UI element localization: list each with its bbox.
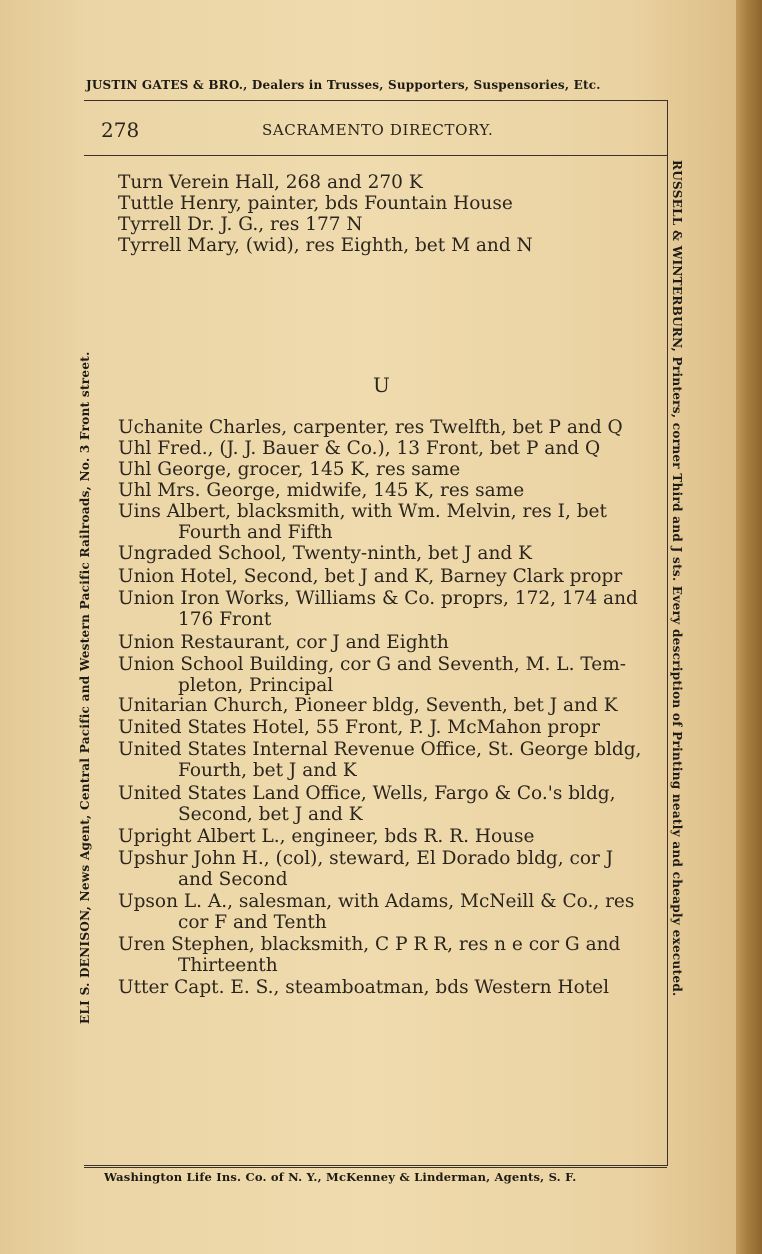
directory-entry: Ungraded School, Twenty-ninth, bet J and K: [118, 543, 532, 564]
directory-entry: Union Restaurant, cor J and Eighth: [118, 632, 449, 653]
section-letter: U: [373, 373, 390, 397]
directory-entry: Tyrrell Dr. J. G., res 177 N: [118, 214, 363, 235]
page-edge: [736, 0, 762, 1254]
frame-double-rule: [84, 1167, 667, 1168]
right-side-advertisement: RUSSELL & WINTERBURN, Printers, corner Third and J sts. Every description of Printing neatly and cheaply executed.: [670, 160, 684, 997]
directory-entry: Upson L. A., salesman, with Adams, McNeill & Co., res cor F and Tenth: [118, 891, 635, 933]
directory-entry: Turn Verein Hall, 268 and 270 K: [118, 172, 423, 193]
directory-entry: Uren Stephen, blacksmith, C P R R, res n e cor G and Thirteenth: [118, 934, 621, 976]
directory-entry: United States Land Office, Wells, Fargo & Co.'s bldg, Second, bet J and K: [118, 783, 616, 825]
bottom-advertisement: Washington Life Ins. Co. of N. Y., McKenney & Linderman, Agents, S. F.: [104, 1170, 577, 1184]
directory-entry: Tyrrell Mary, (wid), res Eighth, bet M and N: [118, 235, 533, 256]
left-side-advertisement: ELI S. DENISON, News Agent, Central Pacific and Western Pacific Railroads, No. 3 Front street.: [78, 351, 92, 1024]
directory-entry: Upright Albert L., engineer, bds R. R. House: [118, 826, 535, 847]
directory-entry: Upshur John H., (col), steward, El Dorado bldg, cor J and Second: [118, 848, 614, 890]
directory-entry: Union School Building, cor G and Seventh, M. L. Tem- pleton, Principal: [118, 654, 626, 696]
directory-entry: Uhl Mrs. George, midwife, 145 K, res same: [118, 480, 525, 501]
directory-entry: Uhl George, grocer, 145 K, res same: [118, 459, 461, 480]
page-number: 278: [101, 118, 140, 142]
directory-entry: Union Iron Works, Williams & Co. proprs, 172, 174 and 176 Front: [118, 588, 638, 630]
directory-entry: Utter Capt. E. S., steamboatman, bds Western Hotel: [118, 977, 610, 998]
header-rule: [84, 155, 667, 156]
directory-entry: Union Hotel, Second, bet J and K, Barney Clark propr: [118, 566, 623, 587]
directory-entry: Uhl Fred., (J. J. Bauer & Co.), 13 Front, bet P and Q: [118, 438, 601, 459]
running-head: SACRAMENTO DIRECTORY.: [262, 121, 494, 139]
directory-entry: Tuttle Henry, painter, bds Fountain House: [118, 193, 513, 214]
directory-entry: Unitarian Church, Pioneer bldg, Seventh, bet J and K: [118, 695, 618, 716]
top-advertisement: JUSTIN GATES & BRO., Dealers in Trusses, Supporters, Suspensories, Etc.: [86, 78, 601, 92]
directory-entry: United States Hotel, 55 Front, P. J. McMahon propr: [118, 717, 600, 738]
directory-entry: Uins Albert, blacksmith, with Wm. Melvin, res I, bet Fourth and Fifth: [118, 501, 607, 543]
directory-entry: United States Internal Revenue Office, St. George bldg, Fourth, bet J and K: [118, 739, 642, 781]
directory-entry: Uchanite Charles, carpenter, res Twelfth, bet P and Q: [118, 417, 623, 438]
